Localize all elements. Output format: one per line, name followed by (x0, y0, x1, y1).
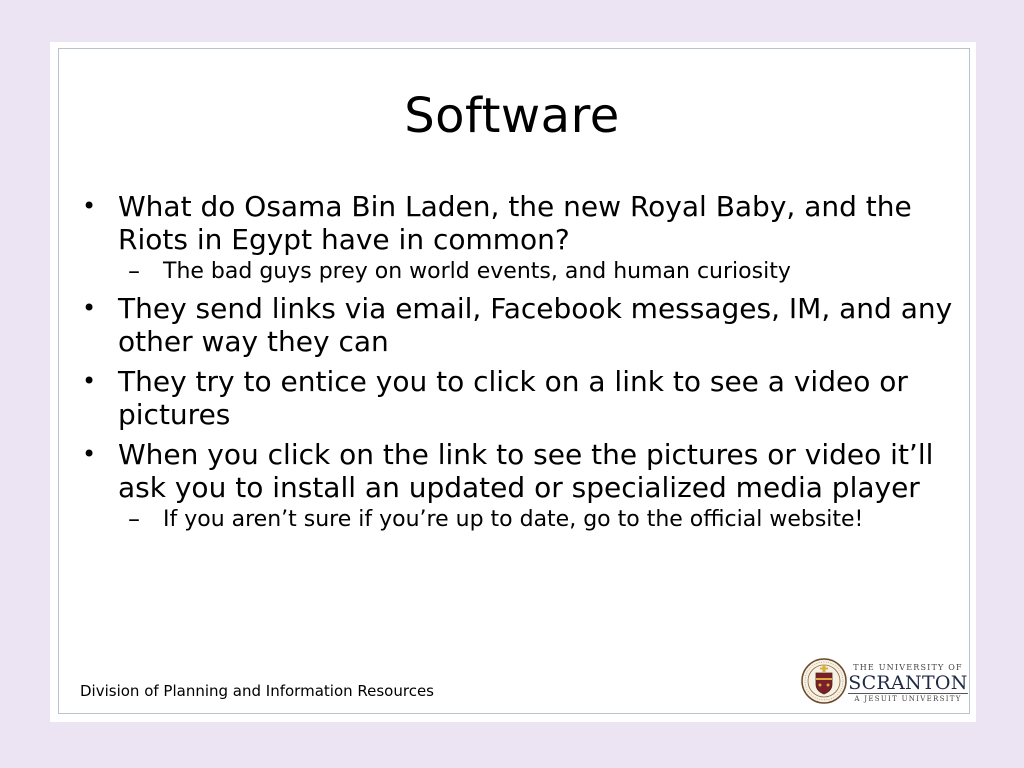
sub-bullet-mark: – (128, 257, 140, 285)
bullet-item (80, 365, 960, 431)
sub-bullet-list (118, 506, 960, 533)
bullet-mark: • (82, 440, 97, 468)
bullet-text: When you click on the link to see the pictures or video it’ll ask you to install an updated or specialized media player (118, 438, 934, 504)
bullet-mark: • (82, 192, 97, 220)
sub-bullet-list (118, 258, 960, 285)
sub-bullet-text: If you aren’t sure if you’re up to date, go to the official website! (163, 507, 864, 532)
bullet-text: What do Osama Bin Laden, the new Royal Baby, and the Riots in Egypt have in common? (118, 190, 912, 256)
bullet-list (80, 190, 960, 540)
slide-title: Software (404, 88, 620, 144)
sub-bullet-text: The bad guys prey on world events, and human curiosity (163, 259, 791, 284)
seal-icon (800, 655, 848, 707)
bullet-item (80, 438, 960, 533)
logo-line-3: A JESUIT UNIVERSITY (854, 695, 962, 703)
bullet-text: They try to entice you to click on a link to see a video or pictures (118, 365, 908, 431)
footer-text: Division of Planning and Information Resources (80, 682, 434, 700)
bullet-mark: • (82, 367, 97, 395)
university-logo (800, 655, 968, 709)
logo-line-2: SCRANTON (848, 672, 968, 694)
bullet-mark: • (82, 294, 97, 322)
logo-wordmark (848, 663, 968, 705)
sub-bullet-mark: – (128, 505, 140, 533)
bullet-item (80, 190, 960, 285)
bullet-text: They send links via email, Facebook messages, IM, and any other way they can (118, 292, 953, 358)
logo-line-1: THE UNIVERSITY OF (853, 663, 963, 672)
sub-bullet-item (118, 506, 960, 533)
sub-bullet-item (118, 258, 960, 285)
bullet-item (80, 292, 960, 358)
